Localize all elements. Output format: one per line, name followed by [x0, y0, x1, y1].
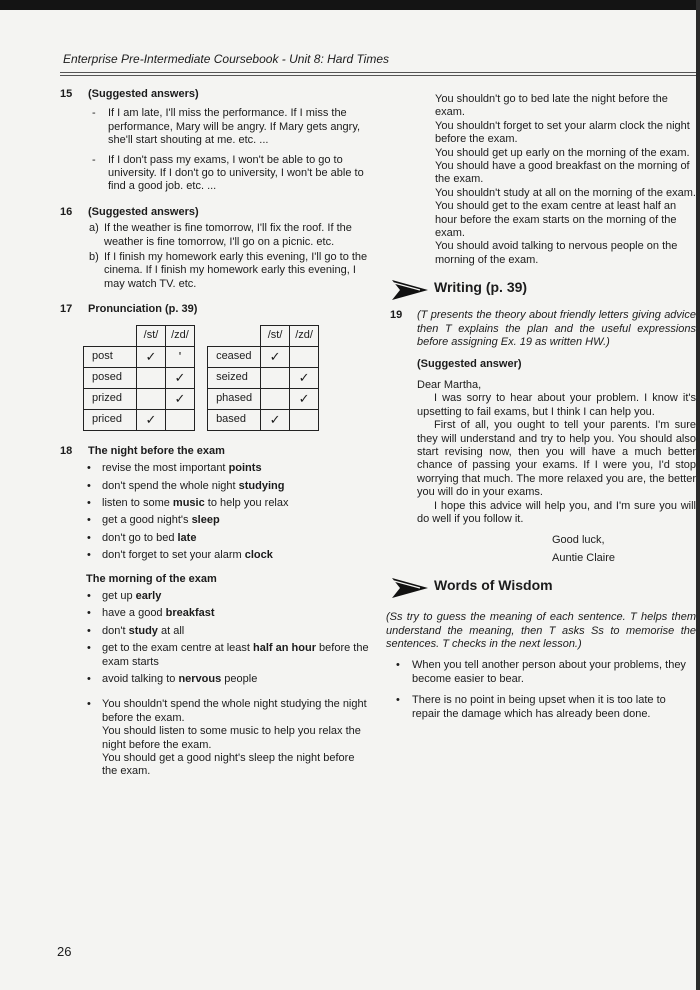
header-zd: /zd/ — [290, 325, 319, 346]
list-item — [60, 532, 370, 545]
arrow-icon — [390, 577, 430, 599]
item-text: at all — [157, 624, 185, 637]
item-text: before the exam starts — [102, 642, 369, 668]
word-cell: seized — [208, 367, 261, 388]
st-cell — [137, 367, 166, 388]
section-title: (Suggested answers) — [88, 205, 199, 218]
sentence: You shouldn't study at all on the morning of the exam. — [435, 186, 696, 199]
pronunciation-table-2 — [207, 325, 319, 431]
header-zd: /zd/ — [166, 325, 195, 346]
zd-cell — [290, 346, 319, 367]
section-number: 18 — [60, 444, 73, 457]
item-text: don't go to bed — [102, 531, 178, 544]
item-keyword: points — [228, 462, 262, 475]
table-row — [84, 346, 195, 367]
zd-cell: ✓ — [290, 388, 319, 409]
table-row — [84, 409, 195, 430]
item-text: revise the most important — [102, 462, 229, 475]
section-number: 15 — [60, 88, 73, 100]
night-list — [60, 462, 370, 562]
letter-paragraph: I was sorry to hear about your problem. I know it's upsetting to fail exams, but I think I can help you. — [417, 392, 696, 418]
word-cell: ceased — [208, 346, 261, 367]
zd-cell: ✓ — [166, 388, 195, 409]
sentence: You shouldn't forget to set your alarm clock the night before the exam. — [435, 119, 690, 146]
sentence: You should listen to some music to help you relax the night before the exam. — [102, 725, 361, 751]
section-15 — [60, 88, 370, 194]
item-text: If I finish my homework early this evening, I'll go to the cinema. If I finish my homework early this evening, I may watch TV. etc. — [104, 251, 368, 290]
st-cell: ✓ — [137, 409, 166, 430]
st-cell — [261, 367, 290, 388]
st-cell: ✓ — [137, 346, 166, 367]
section-19 — [390, 309, 696, 565]
st-cell: ✓ — [261, 409, 290, 430]
section-title: Writing (p. 39) — [434, 279, 528, 296]
item-text: get up — [102, 589, 136, 602]
list-item — [60, 625, 370, 638]
wisdom-instructions: (Ss try to guess the meaning of each sentence. T helps them understand the meaning, then T asks Ss to memorise the sentences. T checks in the next lesson.) — [386, 611, 696, 650]
wisdom-list — [390, 659, 696, 721]
list-item — [60, 251, 370, 291]
item-text: don't — [102, 624, 129, 637]
item-text: If the weather is fine tomorrow, I'll fix the roof. If the weather is fine tomorrow, I'll go on a picnic. etc. — [104, 222, 352, 248]
list-item — [60, 462, 370, 475]
word-cell: post — [84, 346, 137, 367]
item-keyword: early — [135, 589, 162, 602]
list-item — [60, 497, 370, 510]
zd-cell: ' — [166, 346, 195, 367]
page-number: 26 — [57, 944, 72, 959]
answers-list — [60, 107, 370, 193]
table-row — [208, 409, 319, 430]
list-item: - If I am late, I'll miss the performance. If I miss the performance, Mary will be angry. If Mary gets angry, she'll start shouting at me. etc. ... — [60, 107, 370, 147]
pronunciation-table-1 — [83, 325, 195, 431]
sentence: You should avoid talking to nervous people on the morning of the exam. — [435, 240, 678, 266]
zd-cell: ✓ — [290, 367, 319, 388]
table-row — [84, 367, 195, 388]
item-keyword: sleep — [191, 514, 220, 527]
item-label: b) — [89, 251, 99, 264]
section-title: (Suggested answers) — [88, 88, 199, 100]
section-title: Words of Wisdom — [434, 577, 553, 594]
item-text: people — [221, 672, 258, 685]
suggested-label: (Suggested answer) — [417, 357, 522, 370]
morning-subheading: The morning of the exam — [86, 572, 217, 585]
item-keyword: half an hour — [253, 642, 316, 655]
sentence: • You shouldn't spend the whole night studying the night before the exam. — [102, 698, 367, 724]
page-top-edge — [0, 0, 700, 10]
st-cell — [261, 388, 290, 409]
section-number: 16 — [60, 205, 73, 218]
wisdom-heading — [390, 577, 696, 599]
item-label: a) — [89, 222, 99, 235]
header-st: /st/ — [261, 325, 290, 346]
left-column — [60, 88, 370, 779]
sentences-block — [60, 698, 370, 778]
list-item — [60, 642, 370, 669]
list-item: • There is no point in being upset when it is too late to repair the damage which has already been done. — [390, 694, 696, 721]
sentence: You should get a good night's sleep the night before the exam. — [102, 752, 355, 778]
item-keyword: study — [128, 624, 158, 637]
item-text: avoid talking to — [102, 672, 179, 685]
list-item — [60, 607, 370, 620]
list-item — [60, 222, 370, 249]
morning-list — [60, 590, 370, 686]
word-cell: priced — [84, 409, 137, 430]
list-item — [60, 480, 370, 493]
list-item — [60, 549, 370, 562]
section-title: The night before the exam — [88, 444, 225, 457]
section-title: Pronunciation (p. 39) — [88, 303, 198, 316]
list-item — [60, 590, 370, 603]
section-17 — [60, 303, 370, 430]
letter-paragraph: I hope this advice will help you, and I'm sure you will do well if you follow it. — [417, 499, 696, 525]
item-text: get a good night's — [102, 514, 192, 527]
letter-greeting: Dear Martha, — [417, 378, 482, 391]
section-number: 17 — [60, 303, 73, 316]
sentences-continued — [390, 93, 696, 267]
pronunciation-tables — [83, 325, 370, 431]
teacher-instructions: (T presents the theory about friendly letters giving advice then T explains the plan and the useful expressions before assigning Ex. 19 as written HW.) — [417, 309, 696, 349]
sentence: You should get to the exam centre at least half an hour before the exam starts on the morning of the exam. — [435, 200, 677, 240]
st-cell: ✓ — [261, 346, 290, 367]
letter — [417, 379, 696, 565]
right-column — [386, 93, 696, 721]
item-text: don't forget to set your alarm — [102, 549, 245, 562]
item-keyword: breakfast — [165, 607, 215, 620]
item-keyword: late — [177, 531, 197, 544]
sentence: You shouldn't go to bed late the night before the exam. — [435, 93, 668, 119]
sentence: You should get up early on the morning of the exam. — [435, 146, 690, 159]
letter-paragraph: First of all, you ought to tell your parents. I'm sure they will understand and try to help you. You should also start revising now, then you will have a much better chance of passing your exams. If I were you, I'd stop worrying that much. The more relaxed you are, the better you will do in your exams. — [417, 419, 696, 499]
section-18 — [60, 445, 370, 779]
item-text: don't spend the whole night — [102, 479, 239, 492]
answers-list — [60, 222, 370, 291]
arrow-icon — [390, 279, 430, 301]
section-number: 19 — [390, 309, 403, 322]
table-row — [208, 367, 319, 388]
item-keyword: studying — [238, 479, 285, 492]
word-cell: based — [208, 409, 261, 430]
list-item: • When you tell another person about your problems, they become easier to bear. — [390, 659, 696, 686]
zd-cell: ✓ — [166, 367, 195, 388]
sentence: You should have a good breakfast on the morning of the exam. — [435, 160, 690, 186]
item-keyword: nervous — [178, 672, 222, 685]
page-right-edge — [696, 0, 700, 990]
list-item: - If I don't pass my exams, I won't be able to go to university. If I don't go to university, I won't be able to find a good job. etc. ... — [60, 154, 370, 194]
header-st: /st/ — [137, 325, 166, 346]
header-rule — [60, 72, 696, 73]
list-item — [60, 673, 370, 686]
list-item — [60, 514, 370, 527]
word-cell: posed — [84, 367, 137, 388]
word-cell: prized — [84, 388, 137, 409]
item-text: have a good — [102, 607, 166, 620]
letter-closing: Good luck, — [552, 534, 605, 547]
section-16 — [60, 206, 370, 291]
zd-cell — [290, 409, 319, 430]
writing-heading — [390, 279, 696, 301]
table-row — [208, 346, 319, 367]
running-header: Enterprise Pre-Intermediate Coursebook - Unit 8: Hard Times — [63, 52, 390, 66]
st-cell — [137, 388, 166, 409]
item-text: get to the exam centre at least — [102, 642, 254, 655]
table-row — [84, 388, 195, 409]
item-keyword: clock — [244, 549, 273, 562]
letter-signature: Auntie Claire — [552, 551, 615, 564]
table-row — [208, 388, 319, 409]
item-text: to help you relax — [204, 496, 289, 509]
header-rule-2 — [60, 75, 696, 76]
zd-cell — [166, 409, 195, 430]
item-keyword: music — [172, 496, 205, 509]
word-cell: phased — [208, 388, 261, 409]
item-text: listen to some — [102, 496, 173, 509]
